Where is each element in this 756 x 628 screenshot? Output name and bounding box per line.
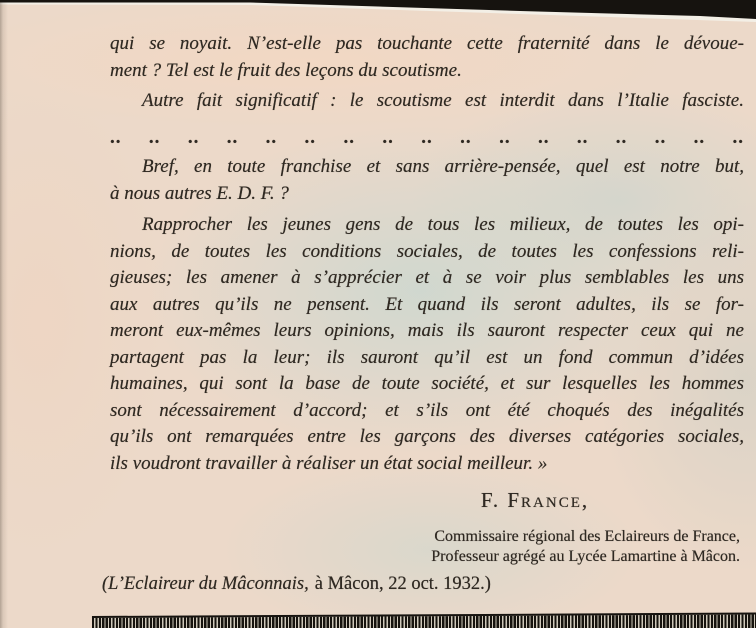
attribution-line: Commissaire régional des Eclaireurs de France, bbox=[434, 528, 740, 545]
citation-source: (L’Eclaireur du Mâconnais, bbox=[102, 574, 309, 594]
attribution-line: Professeur agrégé au Lycée Lamartine à Mâcon. bbox=[431, 547, 740, 565]
page-left-edge-shadow bbox=[0, 0, 8, 628]
text-line: partagent pas la leur; ils sauront qu’il est un fond commun d’idées bbox=[110, 346, 744, 368]
decorative-rule bbox=[92, 612, 756, 628]
text-line: Autre fait significatif : le scoutisme est interdit dans l’Italie fasciste. bbox=[142, 90, 744, 111]
text-line: gieuses; les amener à s’apprécier et à se voir plus semblables les uns bbox=[110, 267, 744, 288]
text-line: ils voudront travailler à réaliser un état social meilleur. » bbox=[110, 452, 548, 474]
ellipsis-line: .. .. .. .. .. .. .. .. .. .. .. .. .. .. .. .. .. bbox=[110, 126, 744, 148]
text-line: humaines, qui sont la base de toute société, et sur lesquelles les hommes bbox=[110, 373, 744, 394]
citation bbox=[102, 574, 491, 595]
text-line: nions, de toutes les conditions sociales, de toutes les confessions reli- bbox=[110, 240, 744, 262]
text-line: qui se noyait. N’est-elle pas touchante cette fraternité dans le dévoue- bbox=[110, 33, 744, 54]
body-text bbox=[110, 31, 744, 477]
text-line: Bref, en toute franchise et sans arrière-pensée, quel est notre but, bbox=[142, 156, 744, 177]
text-line: aux autres qu’ils ne pensent. Et quand ils seront adultes, ils se for- bbox=[110, 293, 744, 315]
citation-date: à Mâcon, 22 oct. 1932.) bbox=[314, 574, 491, 594]
text-line: qu’ils ont remarquées entre les garçons des diverses catégories sociales, bbox=[110, 426, 744, 447]
text-line: ment ? Tel est le fruit des leçons du scoutisme. bbox=[110, 59, 462, 81]
text-line: meront eux-mêmes leurs opinions, mais ils sauront respecter ceux qui ne bbox=[110, 320, 744, 341]
attribution bbox=[431, 527, 740, 566]
signature: F. France, bbox=[480, 488, 590, 512]
text-line: Rapprocher les jeunes gens de tous les milieux, de toutes les opi- bbox=[142, 214, 744, 235]
text-line: à nous autres E. D. F. ? bbox=[110, 182, 289, 204]
text-line: sont nécessairement d’accord; et s’ils ont été choqués des inégalités bbox=[110, 399, 744, 421]
